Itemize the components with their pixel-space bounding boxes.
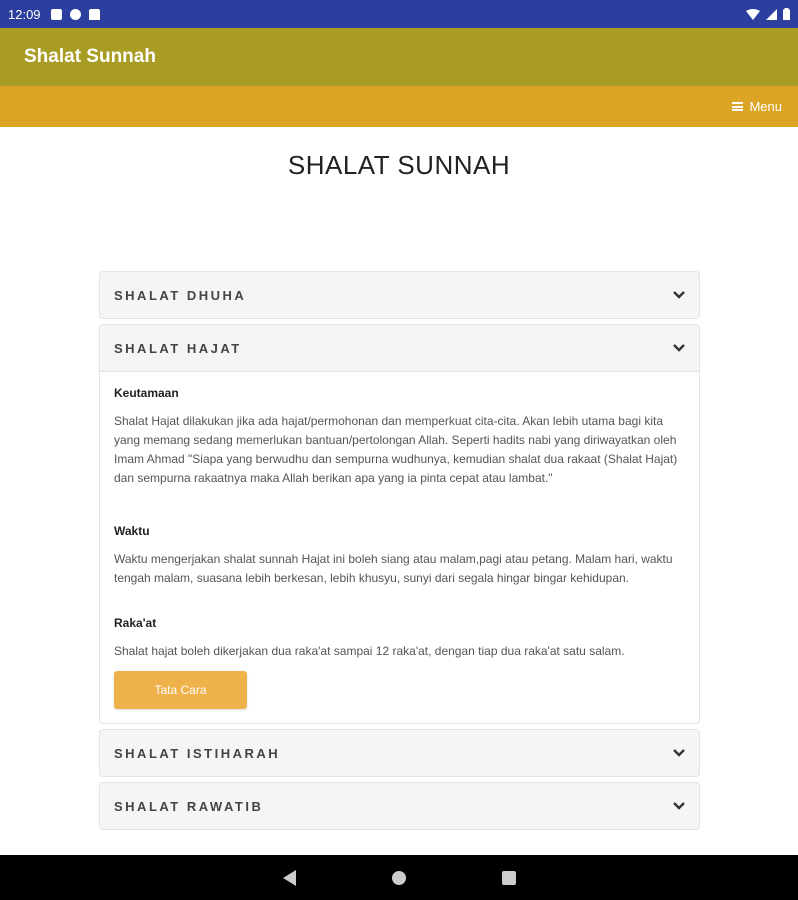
- accordion: [99, 271, 700, 835]
- app-notification-icon: [70, 9, 81, 20]
- home-icon[interactable]: [392, 871, 406, 885]
- signal-icon: [766, 9, 777, 20]
- tata-cara-button[interactable]: Tata Cara: [114, 671, 247, 709]
- wifi-icon: [746, 9, 760, 20]
- page-title: SHALAT SUNNAH: [287, 150, 511, 180]
- section-heading-waktu: Waktu: [114, 524, 150, 538]
- section-heading-keutamaan: Keutamaan: [114, 386, 179, 400]
- accordion-header-rawatib[interactable]: [100, 783, 699, 829]
- accordion-header-istiharah[interactable]: [100, 730, 699, 776]
- menu-label: Menu: [749, 99, 782, 114]
- section-text-rakaat: Shalat hajat boleh dikerjakan dua raka'at sampai 12 raka'at, dengan tiap dua raka'at satu salam.: [114, 644, 625, 658]
- section-text-waktu: Waktu mengerjakan shalat sunnah Hajat ini boleh siang atau malam,pagi atau petang. Malam hari, waktu tengah malam, suasana lebih berkesan, lebih khusyu, sunyi dari segala hingar bingar kehidupan.: [114, 552, 673, 585]
- accordion-item-rawatib: [99, 782, 700, 830]
- chevron-down-icon: [673, 749, 685, 757]
- accordion-body-hajat: [100, 371, 699, 723]
- accordion-title: SHALAT RAWATIB: [114, 798, 264, 814]
- section-heading-rakaat: Raka'at: [114, 616, 157, 630]
- hamburger-icon: [732, 102, 743, 111]
- chevron-down-icon: [673, 291, 685, 299]
- accordion-item-dhuha: [99, 271, 700, 319]
- accordion-header-hajat[interactable]: [100, 325, 699, 371]
- app-bar: [0, 28, 798, 86]
- section-text-keutamaan: Shalat Hajat dilakukan jika ada hajat/permohonan dan memperkuat cita-cita. Akan lebih utama bagi kita yang memang sedang memerlukan bantuan/pertolongan Allah. Seperti hadits nabi yang diriwayatkan oleh Imam Ahmad "Siapa yang berwudhu dan sempurna wudhunya, kemudian shalat dua rakaat (Shalat Hajat) dan sempurna rakaatnya maka Allah berikan apa yang ia pinta cepat atau lambat.": [114, 414, 678, 485]
- recent-apps-icon[interactable]: [502, 871, 516, 885]
- accordion-item-istiharah: [99, 729, 700, 777]
- sd-card-icon: [89, 9, 100, 20]
- battery-icon: [783, 8, 790, 20]
- status-time: 12:09: [8, 6, 41, 22]
- app-title: Shalat Sunnah: [24, 46, 156, 67]
- status-bar: [0, 0, 798, 28]
- menu-button[interactable]: [732, 99, 782, 114]
- accordion-item-hajat: [99, 324, 700, 724]
- menu-bar: [0, 86, 798, 127]
- system-nav-bar: [0, 855, 798, 900]
- back-icon[interactable]: [283, 870, 296, 886]
- accordion-header-dhuha[interactable]: [100, 272, 699, 318]
- accordion-title: SHALAT DHUHA: [114, 287, 247, 303]
- accordion-title: SHALAT ISTIHARAH: [114, 745, 281, 761]
- chevron-down-icon: [673, 802, 685, 810]
- chevron-down-icon: [673, 344, 685, 352]
- notification-icon: [51, 9, 62, 20]
- accordion-title: SHALAT HAJAT: [114, 340, 242, 356]
